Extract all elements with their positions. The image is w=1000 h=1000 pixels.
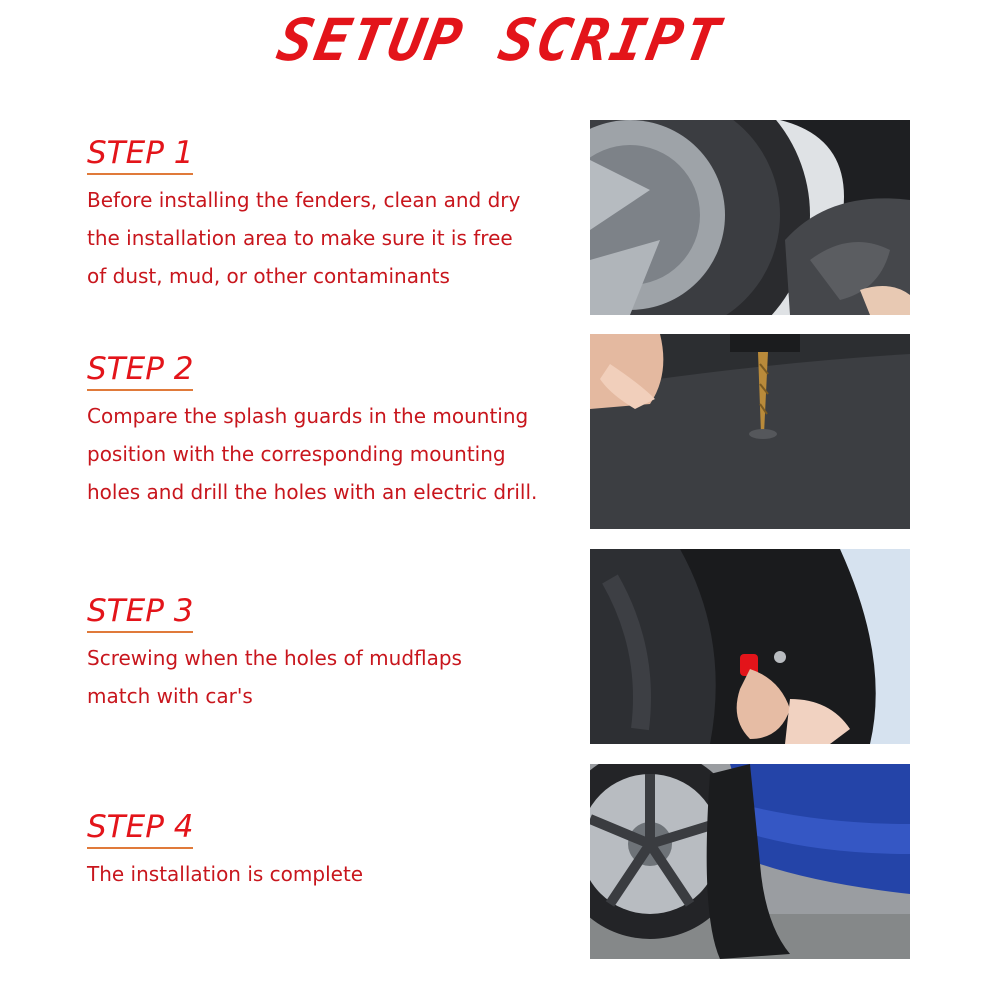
- step-1-line-2: the installation area to make sure it is free: [87, 226, 513, 250]
- step-3-line-1: Screwing when the holes of mudflaps: [87, 646, 462, 670]
- step-3-line-2: match with car's: [87, 684, 253, 708]
- step-1-photo: [590, 120, 910, 315]
- step-3-heading: STEP 3: [87, 592, 193, 633]
- step-2-photo: [590, 334, 910, 529]
- step-4-heading: STEP 4: [87, 808, 193, 849]
- step-1-line-3: of dust, mud, or other contaminants: [87, 264, 450, 288]
- step-1: [87, 134, 567, 295]
- step-1-line-1: Before installing the fenders, clean and dry: [87, 188, 521, 212]
- step-3-text: [87, 639, 567, 715]
- step-3-photo: [590, 549, 910, 744]
- step-4-text: [87, 855, 567, 893]
- page-title: SETUP SCRIPT: [272, 6, 728, 74]
- step-2-line-1: Compare the splash guards in the mounting: [87, 404, 529, 428]
- step-1-heading: STEP 1: [87, 134, 193, 175]
- step-2-text: [87, 397, 567, 511]
- step-1-text: [87, 181, 567, 295]
- step-2: [87, 350, 567, 511]
- step-4: [87, 808, 567, 893]
- step-2-line-2: position with the corresponding mounting: [87, 442, 506, 466]
- step-2-line-3: holes and drill the holes with an electric drill.: [87, 480, 538, 504]
- step-3: [87, 592, 567, 715]
- step-4-photo: [590, 764, 910, 959]
- step-2-heading: STEP 2: [87, 350, 193, 391]
- step-4-line-1: The installation is complete: [87, 862, 364, 886]
